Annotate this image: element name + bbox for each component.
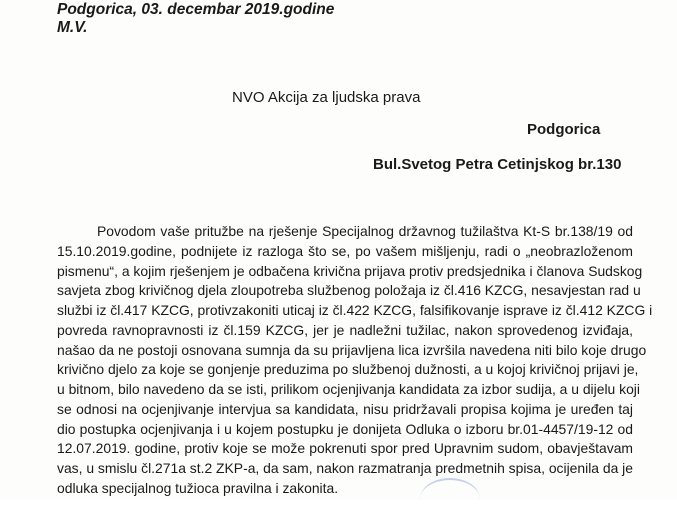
letter-body (57, 222, 653, 499)
body-line: krivično djelo za koje se gonjenje preduzima po službenoj dužnosti, a u kojoj krivičnoj prijavi je, (57, 361, 639, 378)
body-line: u bitnom, bilo navedeno da se isti, prilikom ocjenjivanja kandidata za izbor sudija, a u dijelu koji (57, 381, 640, 397)
body-line: Povodom vaše pritužbe na rješenje Specijalnog državnog tužilaštva Kt-S br.138/19 od (97, 223, 633, 239)
body-line: odluka specijalnog tužioca pravilna i zakonita. (57, 479, 339, 496)
body-line: pismenu“, a kojim rješenjem je odbačena krivična prijava protiv predsjednika i članova Sudskog (57, 262, 643, 279)
body-line: našao da ne postoji osnovana sumnja da su prijavljena lica izvršila navedena niti bilo koje drugo (57, 341, 647, 358)
body-line: službi iz čl.417 KZCG, protivzakoniti uticaj iz čl.422 KZCG, falsifikovanje isprave iz čl.412 KZCG i (57, 302, 653, 318)
body-line: 15.10.2019.godine, podnijete iz razloga što se, po vašem mišljenju, radi o „neobrazloženom (57, 242, 633, 259)
body-line: dio postupka ocjenjivanja i u kojem postupku je donijeta Odluka o izboru br.01-4457/19-12 od (57, 420, 633, 437)
recipient-name: NVO Akcija za ljudska prava (232, 89, 421, 106)
place-date: Podgorica, 03. decembar 2019.godine (57, 1, 335, 18)
recipient-address: Bul.Svetog Petra Cetinjskog br.130 (373, 156, 622, 173)
author-initials: M.V. (57, 19, 88, 36)
body-line: se odnosi na ocjenjivanje intervjua sa kandidata, nisu pridržavali propisa kojima je uređen taj (57, 400, 633, 417)
body-line: povreda ravnopravnosti iz čl.159 KZCG, jer je nadležni tužilac, nakon sprovedenog izviđaja, (57, 321, 633, 338)
recipient-city: Podgorica (527, 121, 601, 138)
body-line: vas, u smislu čl.271a st.2 ZKP-a, da sam, nakon razmatranja predmetnih spisa, ocijenila da je (57, 460, 633, 476)
body-line: savjeta zbog krivičnog djela zloupotreba službenog položaja iz čl.416 KZCG, nesavjestan rad u (57, 282, 641, 299)
stamp-edge (420, 478, 480, 520)
body-line: 12.07.2019. godine, protiv koje se može pokrenuti spor pred Upravnim sudom, obavještavam (57, 440, 633, 457)
